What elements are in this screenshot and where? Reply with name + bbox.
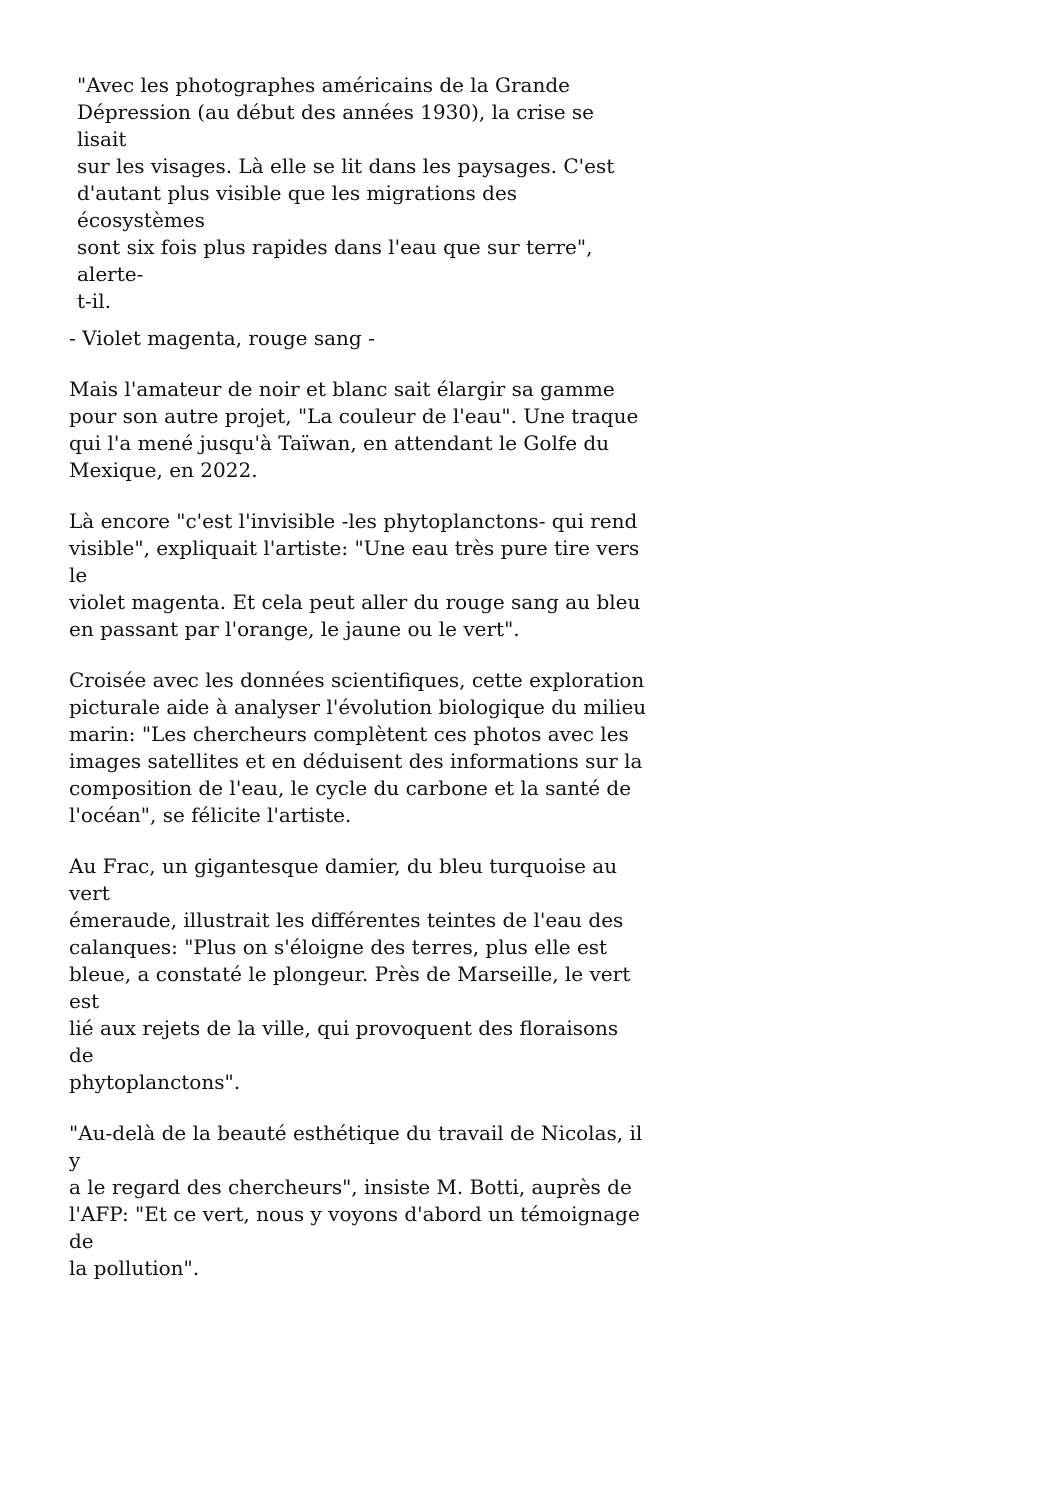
paragraph-2: Là encore "c'est l'invisible -les phytoplanctons- qui rend visible", expliquait l'artiste: "Une eau très pure tire vers le violet magenta. Et cela peut aller du rouge sang au bleu en passant par l'orange, le jaune ou le vert".	[69, 509, 641, 641]
paragraph-1: Mais l'amateur de noir et blanc sait élargir sa gamme pour son autre projet, "La couleur de l'eau". Une traque qui l'a mené jusqu'à Taïwan, en attendant le Golfe du Mexique, en 2022.	[69, 377, 639, 482]
paragraph-3: Croisée avec les données scientifiques, cette exploration picturale aide à analyser l'évolution biologique du milieu marin: "Les chercheurs complètent ces photos avec les images satellites et en déduisent des informations sur la composition de l'eau, le cycle du carbone et la santé de l'océan", se félicite l'artiste.	[69, 668, 647, 827]
article-body	[69, 72, 647, 1282]
paragraph-4: Au Frac, un gigantesque damier, du bleu turquoise au vert émeraude, illustrait les différentes teintes de l'eau des calanques: "Plus on s'éloigne des terres, plus elle est bleue, a constaté le plongeur. Près de Marseille, le vert est lié aux rejets de la ville, qui provoquent des floraisons de phytoplanctons".	[69, 854, 631, 1094]
quote-paragraph: "Avec les photographes américains de la Grande Dépression (au début des années 1930), la crise se lisait sur les visages. Là elle se lit dans les paysages. C'est d'autant plus visible que les migrations des écosystèmes sont six fois plus rapides dans l'eau que sur terre", alerte- t-il.	[77, 73, 615, 313]
paragraph-5: "Au-delà de la beauté esthétique du travail de Nicolas, il y a le regard des chercheurs", insiste M. Botti, auprès de l'AFP: "Et ce vert, nous y voyons d'abord un témoignage de la pollution".	[69, 1121, 643, 1280]
section-subheading: - Violet magenta, rouge sang -	[69, 326, 375, 350]
paragraph-spacer	[69, 829, 647, 853]
paragraph-spacer	[69, 484, 647, 508]
paragraph-spacer	[69, 643, 647, 667]
paragraph-spacer	[69, 1096, 647, 1120]
